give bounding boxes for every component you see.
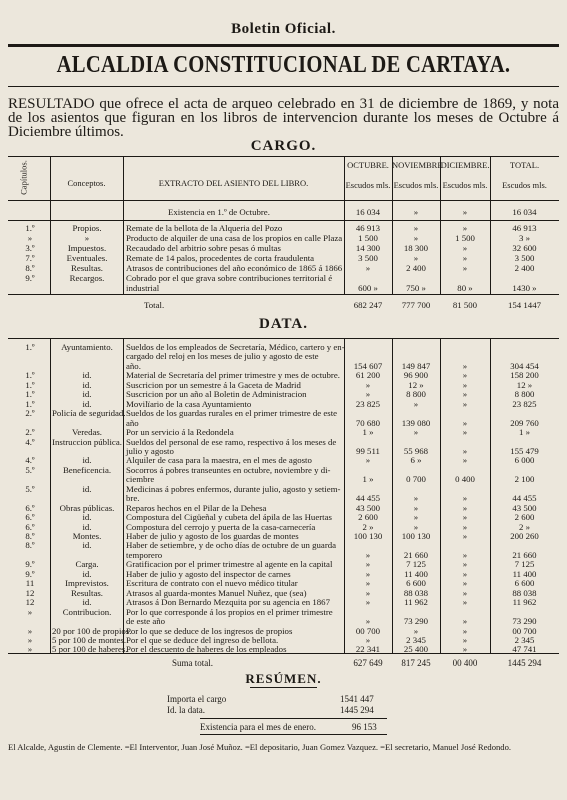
cell-cap: 6.º xyxy=(25,502,35,513)
cell-nov: 73 290 xyxy=(403,616,429,627)
cell-nov: 6 » xyxy=(410,455,422,466)
cell-tot: 304 454 xyxy=(510,360,539,371)
cargo-title: CARGO. xyxy=(250,138,317,154)
cell-con: Ayuntamiento. xyxy=(61,342,113,352)
cell-dic: » xyxy=(462,531,468,541)
cell-con: 20 por 100 de propios. xyxy=(52,625,132,636)
cell-ext: Por un servicio á la Redondela xyxy=(126,427,234,438)
cell-nov: 11 962 xyxy=(404,597,428,608)
cell-con: Recargos. xyxy=(69,273,105,283)
cell-oct: 44 455 xyxy=(355,493,381,504)
cell-con: id. xyxy=(82,568,92,579)
data-total-total: 1445 294 xyxy=(507,658,542,668)
cell-cap: 8.º xyxy=(25,540,35,551)
cell-tot: 2 600 xyxy=(514,512,535,523)
cell-ext: julio y agosto xyxy=(126,445,174,456)
unit-label: Escudos mls. xyxy=(442,180,488,190)
unit-label: Escudos mls. xyxy=(502,180,547,190)
cell-ext: Medicinas á pobres enfermos, durante julio, agosto y setiem- xyxy=(126,483,341,494)
existencia-nov: » xyxy=(413,207,419,217)
cell-con: id. xyxy=(82,512,92,523)
cell-oct: 154 607 xyxy=(353,360,383,371)
cell-dic: » xyxy=(462,379,468,390)
cell-ext: Socorros á pobres transeuntes en octubre, noviembre y di- xyxy=(126,464,331,475)
cell-dic: 0 400 xyxy=(455,474,475,485)
col-octubre-header: OCTUBRE. xyxy=(347,160,389,170)
cell-cap: 7.º xyxy=(25,253,35,263)
cell-con: id. xyxy=(82,540,92,551)
existencia-dic: » xyxy=(462,207,468,217)
cell-nov: 18 300 xyxy=(403,243,429,253)
cell-con: Policía de seguridad. xyxy=(52,408,126,419)
cell-oct: 1 » xyxy=(362,474,374,485)
cell-cap: 1.º xyxy=(25,223,35,233)
cell-ext: Gratificacion por el primer trimestre al agente en la capital xyxy=(126,559,333,570)
cell-ext: Por lo que se deduce de los ingresos de propios xyxy=(126,625,293,636)
cell-dic: » xyxy=(462,360,468,371)
col-extracto-header: EXTRACTO DEL ASIENTO DEL LIBRO. xyxy=(158,178,309,188)
cell-ext: ciembre xyxy=(126,474,155,485)
cell-nov: 7 125 xyxy=(406,559,426,570)
cell-tot: 1 » xyxy=(519,427,530,438)
cell-ext: Sueldos de los guardas rurales en el primer trimestre de este xyxy=(126,408,338,419)
cell-dic: » xyxy=(462,417,468,428)
cell-oct: » xyxy=(365,455,371,466)
cell-cap: 12 xyxy=(25,587,35,598)
cell-ext: Por lo que corresponde á los propios en el primer trimestre xyxy=(126,606,333,617)
cell-dic: » xyxy=(462,493,468,504)
cell-con: Resultas. xyxy=(70,587,103,598)
cell-cap: 1.º xyxy=(25,370,35,381)
cell-con: id. xyxy=(82,379,92,390)
resumen-cargo-label: Importa el cargo xyxy=(167,694,227,704)
cell-ext: Cobrado por el que grava sobre contribuciones territorial é xyxy=(126,273,333,283)
cell-ext: Remate de la bellota de la Alqueria del Pozo xyxy=(126,223,283,233)
cell-nov: » xyxy=(413,502,419,513)
cell-oct: 22 341 xyxy=(355,644,381,655)
cell-tot: 1430 » xyxy=(512,283,537,293)
resumen-data-label: Id. la data. xyxy=(167,705,205,715)
cell-con: Eventuales. xyxy=(66,253,108,263)
cell-oct: » xyxy=(365,597,371,608)
col-capitulos-header: Capítulos. xyxy=(18,160,29,195)
cargo-total-total: 154 1447 xyxy=(508,300,541,310)
cell-oct: » xyxy=(365,389,371,400)
cell-dic: » xyxy=(462,253,468,263)
cell-dic: » xyxy=(462,263,468,273)
cell-nov: » xyxy=(413,427,419,438)
cell-tot: 21 660 xyxy=(512,549,537,560)
cell-tot: 7 125 xyxy=(514,559,535,570)
cell-dic: » xyxy=(462,455,468,466)
cell-ext: Remate de 14 palos, procedentes de corta fraudulenta xyxy=(126,253,315,263)
cell-nov: 11 400 xyxy=(404,568,428,579)
col-total-header: TOTAL. xyxy=(509,160,540,170)
cell-cap: » xyxy=(27,634,33,645)
cell-nov: 2 400 xyxy=(406,263,426,273)
cell-dic: » xyxy=(462,559,468,570)
cell-cap: 1.º xyxy=(25,379,35,390)
cell-ext: cargado del reloj en los meses de julio y agosto de este xyxy=(126,351,319,362)
cell-dic: » xyxy=(462,512,468,523)
cell-cap: 12 xyxy=(25,597,35,608)
cell-dic: » xyxy=(462,243,468,253)
cell-nov: 750 » xyxy=(406,283,426,293)
data-total-dic: 00 400 xyxy=(452,658,478,668)
resumen-existencia-value: 96 153 xyxy=(352,722,377,732)
data-total-nov: 817 245 xyxy=(401,658,431,668)
cell-ext: Sueldos de los empleados de Secretaría, Médico, cartero y en- xyxy=(126,342,345,352)
heading-rule xyxy=(8,86,559,87)
cell-nov: 96 900 xyxy=(403,370,429,381)
cell-ext: Sueldos del personal de ese ramo, respectivo á los meses de xyxy=(126,436,337,447)
cell-cap: 5.º xyxy=(25,464,35,475)
cell-tot: 3 500 xyxy=(514,253,535,263)
cell-cap: 2.º xyxy=(25,408,35,419)
cell-con: id. xyxy=(82,389,92,400)
cell-ext: Atrasos á Don Bernardo Mezquita por su agencia en 1867 xyxy=(126,597,330,608)
signatures: El Alcalde, Agustin de Clemente. =El Interventor, Juan José Muñoz. =El depositario, Juan Gomez Vazquez. =El secretario, Manuel José Redondo. xyxy=(8,742,512,752)
cell-dic: » xyxy=(462,223,468,233)
cell-dic: » xyxy=(462,427,468,438)
data-title: DATA. xyxy=(258,316,309,332)
cell-con: id. xyxy=(82,455,92,466)
cell-tot: 158 200 xyxy=(510,370,539,381)
unit-label: Escudos mls. xyxy=(393,180,439,190)
cell-oct: 43 500 xyxy=(355,502,381,513)
cell-ext: Por el que se deduce del ingreso de bellota. xyxy=(126,634,279,645)
cell-ext: Haber de julio y agosto de los guardas de montes xyxy=(126,531,299,541)
cell-tot: 32 600 xyxy=(512,243,537,253)
cell-cap: » xyxy=(27,644,33,655)
cell-ext: temporero xyxy=(126,549,163,560)
cell-dic: » xyxy=(462,634,468,645)
cell-dic: » xyxy=(462,549,468,560)
cell-con: Impuestos. xyxy=(67,243,107,253)
cell-tot: 44 455 xyxy=(512,493,537,504)
cell-nov: 8 800 xyxy=(406,389,426,400)
cell-oct: 61 200 xyxy=(355,370,381,381)
cell-oct: 99 511 xyxy=(356,445,380,456)
cargo-total-label: Total. xyxy=(144,300,165,310)
cell-cap: 5.º xyxy=(25,483,35,494)
cell-dic: 80 » xyxy=(457,283,473,293)
cell-cap: » xyxy=(27,625,33,636)
cargo-total-oct: 682 247 xyxy=(353,300,383,310)
cell-nov: » xyxy=(413,521,419,532)
cell-cap: 1.º xyxy=(25,342,35,352)
cell-dic: » xyxy=(462,502,468,513)
cell-nov: 139 080 xyxy=(401,417,431,428)
cell-ext: Recaudado del arbitrio sobre pesas ó multas xyxy=(126,243,281,253)
cell-tot: 12 » xyxy=(516,379,533,390)
cell-nov: 100 130 xyxy=(401,531,431,541)
cell-dic: » xyxy=(462,625,468,636)
cell-tot: 43 500 xyxy=(512,502,537,513)
cell-ext: industrial xyxy=(126,283,160,293)
cell-tot: 6 000 xyxy=(514,455,535,466)
cell-cap: 8.º xyxy=(25,263,35,273)
cell-dic: » xyxy=(462,398,468,409)
cell-tot: 2 100 xyxy=(514,474,535,485)
cell-oct: 14 300 xyxy=(355,243,381,253)
cell-cap: 6.º xyxy=(25,512,35,523)
cell-nov: 12 » xyxy=(408,379,424,390)
cell-ext: Haber de setiembre, y de ocho días de octubre de un guarda xyxy=(126,540,337,551)
cell-oct: » xyxy=(365,549,371,560)
cell-ext: Reparos hechos en el Pilar de la Dehesa xyxy=(126,502,267,513)
cell-oct: 1 » xyxy=(362,427,374,438)
cell-oct: » xyxy=(365,559,371,570)
cell-ext: Movilïario de la casa Ayuntamiento xyxy=(126,398,252,409)
cell-cap: 4.º xyxy=(25,455,35,466)
cell-tot: 47 741 xyxy=(512,644,537,655)
data-total-label: Suma total. xyxy=(172,658,213,668)
cell-oct: 1 500 xyxy=(358,233,378,243)
intro-paragraph: RESULTADO que ofrece el acta de arqueo celebrado en 31 de diciembre de 1869, y nota de los asientos que figuran en los libros de intervencion durante los meses de Octubre á Diciembre últimos. xyxy=(8,96,559,140)
cell-oct: 2 » xyxy=(362,521,374,532)
cell-tot: 200 260 xyxy=(510,531,539,541)
section-heading: ALCALDIA CONSTITUCIONAL DE CARTAYA. xyxy=(56,52,511,78)
existencia-total: 16 034 xyxy=(512,207,537,217)
cell-con: 5 por 100 de montes. xyxy=(52,634,127,645)
cell-con: Beneficencia. xyxy=(62,464,112,475)
cell-dic: » xyxy=(462,445,468,456)
cell-cap: 1.º xyxy=(25,389,35,400)
cargo-total-dic: 81 500 xyxy=(452,300,478,310)
cell-dic: » xyxy=(462,521,468,532)
cell-ext: Haber de julio y agosto del inspector de carnes xyxy=(126,568,291,579)
cell-cap: 9.º xyxy=(25,568,35,579)
cell-ext: Atrasos al guarda-montes Manuel Nuñez, que (sea) xyxy=(126,587,307,598)
cargo-total-nov: 777 700 xyxy=(401,300,431,310)
cell-ext: Atrasos de contribuciones del año económico de 1865 á 1866 xyxy=(126,263,343,273)
cell-con: Obras públicas. xyxy=(59,502,115,513)
resumen-cargo-value: 1541 447 xyxy=(340,694,374,704)
cell-con: » xyxy=(84,233,90,243)
cell-ext: año. xyxy=(126,360,141,371)
cell-nov: » xyxy=(413,253,419,263)
resumen-existencia-label: Existencia para el mes de enero. xyxy=(200,722,316,732)
cell-tot: 11 400 xyxy=(512,568,537,579)
cell-dic: » xyxy=(462,370,468,381)
cell-nov: 25 400 xyxy=(403,644,429,655)
cell-oct: 3 500 xyxy=(358,253,378,263)
cell-tot: 88 038 xyxy=(512,587,537,598)
cell-nov: 21 660 xyxy=(403,549,429,560)
cell-ext: Compostura del cerrojo y puerta de la casa-carnecería xyxy=(126,521,316,532)
existencia-label: Existencia en 1.º de Octubre. xyxy=(168,207,270,217)
cell-tot: 11 962 xyxy=(512,597,537,608)
gazette-title: Boletin Oficial. xyxy=(231,21,336,37)
cell-nov: 0 700 xyxy=(406,474,426,485)
cell-ext: Por el descuento de haberes de los empleados xyxy=(126,644,287,655)
col-conceptos-header: Conceptos. xyxy=(67,178,106,188)
cell-cap: 8.º xyxy=(25,531,35,541)
cell-nov: » xyxy=(413,625,419,636)
cell-oct: 23 825 xyxy=(355,398,381,409)
cell-con: id. xyxy=(82,398,92,409)
cell-ext: Suscricion por un semestre á la Gaceta de Madrid xyxy=(126,379,301,390)
cell-nov: » xyxy=(413,512,419,523)
existencia-oct: 16 034 xyxy=(355,207,381,217)
cell-con: Imprevistos. xyxy=(65,578,109,589)
cell-ext: bre. xyxy=(126,493,140,504)
cell-oct: » xyxy=(365,263,371,273)
cell-cap: 9.º xyxy=(25,273,35,283)
cell-tot: 00 700 xyxy=(512,625,537,636)
cell-oct: » xyxy=(365,568,371,579)
cell-con: Montes. xyxy=(72,531,102,541)
cell-tot: 23 825 xyxy=(512,398,537,409)
cell-con: Instruccion pública. xyxy=(52,436,122,447)
cell-dic: » xyxy=(462,597,468,608)
cell-nov: » xyxy=(413,493,419,504)
cell-ext: de este año xyxy=(126,616,166,627)
header-rule xyxy=(8,44,559,47)
cell-nov: 149 847 xyxy=(401,360,431,371)
resumen-title: RESÚMEN. xyxy=(245,671,322,686)
cell-tot: 2 400 xyxy=(514,263,535,273)
cell-ext: Material de Secretaría del primer trimestre y mes de octubre. xyxy=(126,370,340,381)
cell-con: 5 por 100 de haberes. xyxy=(52,644,128,655)
cell-dic: » xyxy=(462,389,468,400)
cell-ext: Escritura de contrato con el nuevo médico titular xyxy=(126,578,298,589)
cell-con: Resultas. xyxy=(70,263,103,273)
col-noviembre-header: NOVIEMBRE xyxy=(392,160,443,170)
cell-dic: » xyxy=(462,578,468,589)
cell-oct: 00 700 xyxy=(355,625,381,636)
cell-con: id. xyxy=(82,521,92,532)
resumen-data-value: 1445 294 xyxy=(340,705,374,715)
cell-ext: Compostura del Cigüeñal y cubeta del ápila de las Huertas xyxy=(126,512,332,523)
cell-cap: 4.º xyxy=(25,436,35,447)
cell-tot: 2 345 xyxy=(514,634,535,645)
cell-cap: 3.º xyxy=(25,243,35,253)
cell-tot: 3 » xyxy=(519,233,530,243)
cell-nov: » xyxy=(413,233,419,243)
cell-dic: » xyxy=(462,587,468,598)
cell-oct: » xyxy=(365,587,371,598)
unit-label: Escudos mls. xyxy=(345,180,391,190)
cell-tot: 155 479 xyxy=(510,445,539,456)
cell-oct: » xyxy=(365,634,371,645)
cell-oct: 2 600 xyxy=(358,512,378,523)
data-table xyxy=(8,338,559,668)
cell-con: Contribucion. xyxy=(62,606,112,617)
cell-con: Veredas. xyxy=(71,427,103,438)
cell-con: id. xyxy=(82,597,92,608)
cell-dic: » xyxy=(462,644,468,655)
cell-nov: 55 968 xyxy=(403,445,429,456)
cell-cap: 1.º xyxy=(25,398,35,409)
cell-oct: 46 913 xyxy=(355,223,381,233)
cell-oct: 70 680 xyxy=(355,417,381,428)
cell-cap: 11 xyxy=(25,578,35,589)
cell-nov: 6 600 xyxy=(406,578,426,589)
cell-nov: » xyxy=(413,398,419,409)
cell-oct: » xyxy=(365,379,371,390)
cell-cap: » xyxy=(27,606,33,617)
cell-cap: 9.º xyxy=(25,559,35,570)
cell-tot: 2 » xyxy=(519,521,530,532)
cell-cap: 2.º xyxy=(25,427,35,438)
cell-ext: año xyxy=(126,417,139,428)
cell-ext: Alquiler de casa para la maestra, en el mes de agosto xyxy=(126,455,312,466)
cell-tot: 46 913 xyxy=(512,223,537,233)
cell-nov: » xyxy=(413,223,419,233)
cell-dic: » xyxy=(462,568,468,579)
cell-cap: 6.º xyxy=(25,521,35,532)
cell-tot: 73 290 xyxy=(512,616,537,627)
cargo-table xyxy=(8,156,559,316)
cell-dic: » xyxy=(462,616,468,627)
cell-oct: » xyxy=(365,578,371,589)
cell-con: id. xyxy=(82,483,92,494)
cell-tot: 8 800 xyxy=(514,389,535,400)
cell-con: id. xyxy=(82,370,92,381)
cell-oct: 100 130 xyxy=(353,531,383,541)
data-total-oct: 627 649 xyxy=(353,658,383,668)
cell-tot: 6 600 xyxy=(514,578,535,589)
cell-nov: 88 038 xyxy=(403,587,429,598)
cell-tot: 209 760 xyxy=(510,417,539,428)
cell-dic: 1 500 xyxy=(455,233,475,243)
cell-ext: Producto de alquiler de una casa de los propios en calle Plaza xyxy=(126,233,343,243)
cell-nov: 2 345 xyxy=(406,634,426,645)
cell-con: Carga. xyxy=(75,559,99,570)
cell-oct: 600 » xyxy=(358,283,378,293)
cell-ext: Suscricion por un año al Boletin de Administracion xyxy=(126,389,307,400)
col-diciembre-header: DICIEMBRE. xyxy=(440,160,490,170)
cell-con: Propios. xyxy=(72,223,102,233)
cell-cap: » xyxy=(27,233,33,243)
cell-oct: » xyxy=(365,616,371,627)
